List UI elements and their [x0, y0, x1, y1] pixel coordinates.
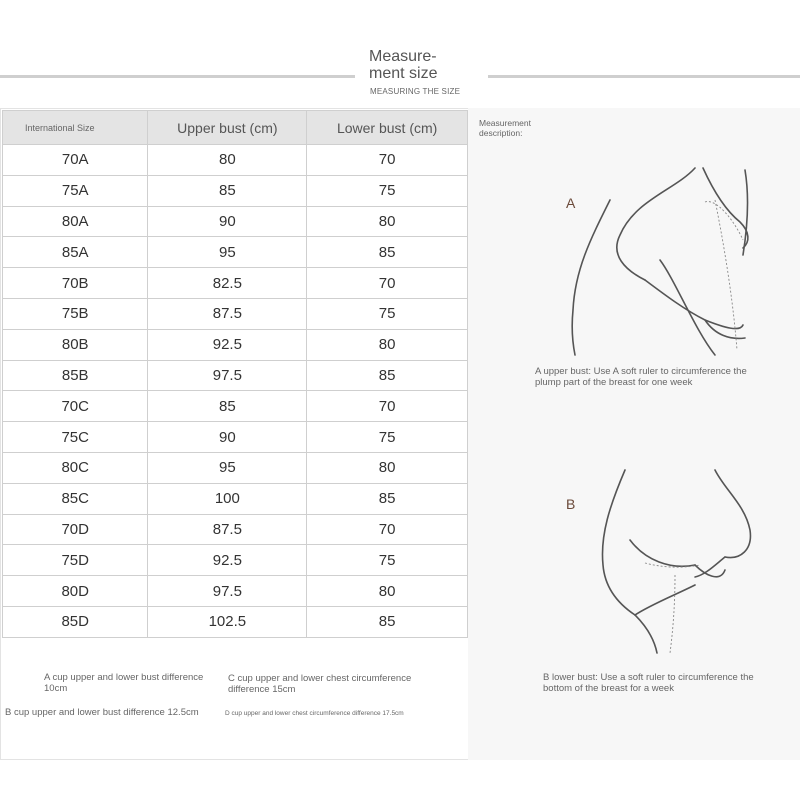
- header-upper-bust: Upper bust (cm): [148, 111, 307, 145]
- upper-bust-cell: 90: [148, 422, 307, 453]
- table-row: [3, 576, 468, 607]
- size-cell: 85A: [3, 237, 148, 268]
- lower-bust-cell: 85: [307, 237, 468, 268]
- size-cell: 70C: [3, 391, 148, 422]
- size-cell: 80B: [3, 329, 148, 360]
- note-b-cup: B cup upper and lower bust difference 12.5cm: [5, 707, 199, 718]
- size-cell: 70A: [3, 145, 148, 176]
- size-cell: 75B: [3, 298, 148, 329]
- lower-bust-cell: 80: [307, 329, 468, 360]
- upper-bust-cell: 92.5: [148, 545, 307, 576]
- upper-bust-cell: 80: [148, 145, 307, 176]
- size-cell: 75A: [3, 175, 148, 206]
- upper-bust-cell: 92.5: [148, 329, 307, 360]
- figure-a-upper-bust-illustration: [565, 160, 800, 360]
- size-cell: 85D: [3, 606, 148, 637]
- upper-bust-cell: 85: [148, 175, 307, 206]
- note-d-cup: D cup upper and lower chest circumference difference 17.5cm: [225, 710, 404, 717]
- page-title: [369, 48, 437, 82]
- figure-b-lower-bust-illustration: [575, 465, 775, 655]
- size-cell: 75D: [3, 545, 148, 576]
- table-row: [3, 452, 468, 483]
- figure-b-caption: B lower bust: Use a soft ruler to circumference the bottom of the breast for a week: [543, 672, 754, 694]
- lower-bust-cell: 75: [307, 175, 468, 206]
- table-row: [3, 298, 468, 329]
- lower-bust-cell: 85: [307, 360, 468, 391]
- upper-bust-cell: 95: [148, 237, 307, 268]
- upper-bust-cell: 87.5: [148, 514, 307, 545]
- lower-bust-cell: 75: [307, 298, 468, 329]
- upper-bust-cell: 82.5: [148, 268, 307, 299]
- table-row: [3, 545, 468, 576]
- table-row: [3, 145, 468, 176]
- upper-bust-cell: 85: [148, 391, 307, 422]
- table-row: [3, 237, 468, 268]
- lower-bust-cell: 70: [307, 145, 468, 176]
- upper-bust-cell: 102.5: [148, 606, 307, 637]
- lower-bust-cell: 75: [307, 545, 468, 576]
- header-international-size: International Size: [3, 111, 148, 145]
- upper-bust-cell: 100: [148, 483, 307, 514]
- size-cell: 85C: [3, 483, 148, 514]
- size-cell: 80A: [3, 206, 148, 237]
- note-a-cup: A cup upper and lower bust difference 10cm: [44, 672, 204, 694]
- lower-bust-cell: 75: [307, 422, 468, 453]
- table-row: [3, 329, 468, 360]
- size-table: [2, 110, 468, 638]
- lower-bust-cell: 80: [307, 452, 468, 483]
- upper-bust-cell: 97.5: [148, 360, 307, 391]
- lower-bust-cell: 70: [307, 514, 468, 545]
- table-row: [3, 422, 468, 453]
- figure-a-caption: A upper bust: Use A soft ruler to circumference the plump part of the breast for one week: [535, 366, 747, 388]
- figure-b-letter: B: [566, 496, 576, 512]
- size-cell: 70B: [3, 268, 148, 299]
- size-cell: 80C: [3, 452, 148, 483]
- size-cell: 70D: [3, 514, 148, 545]
- header-lower-bust: Lower bust (cm): [307, 111, 468, 145]
- size-cell: 75C: [3, 422, 148, 453]
- header-rule-left: [0, 75, 355, 78]
- lower-bust-cell: 85: [307, 606, 468, 637]
- title-line-2: ment size: [369, 65, 438, 82]
- table-row: [3, 360, 468, 391]
- note-c-cup: C cup upper and lower chest circumference difference 15cm: [228, 673, 412, 695]
- lower-bust-cell: 85: [307, 483, 468, 514]
- lower-bust-cell: 70: [307, 391, 468, 422]
- table-header-row: [3, 111, 468, 145]
- upper-bust-cell: 87.5: [148, 298, 307, 329]
- table-row: [3, 391, 468, 422]
- size-cell: 85B: [3, 360, 148, 391]
- header-rule-right: [488, 75, 800, 78]
- measurement-description-label: Measurement description:: [479, 118, 531, 138]
- table-row: [3, 483, 468, 514]
- table-row: [3, 175, 468, 206]
- table-row: [3, 606, 468, 637]
- title-line-1: Measure-: [369, 48, 437, 65]
- lower-bust-cell: 80: [307, 206, 468, 237]
- lower-bust-cell: 80: [307, 576, 468, 607]
- page-subtitle: MEASURING THE SIZE: [370, 87, 461, 96]
- table-row: [3, 268, 468, 299]
- upper-bust-cell: 90: [148, 206, 307, 237]
- figure-a-letter: A: [566, 195, 576, 211]
- upper-bust-cell: 95: [148, 452, 307, 483]
- table-row: [3, 514, 468, 545]
- upper-bust-cell: 97.5: [148, 576, 307, 607]
- table-row: [3, 206, 468, 237]
- size-cell: 80D: [3, 576, 148, 607]
- lower-bust-cell: 70: [307, 268, 468, 299]
